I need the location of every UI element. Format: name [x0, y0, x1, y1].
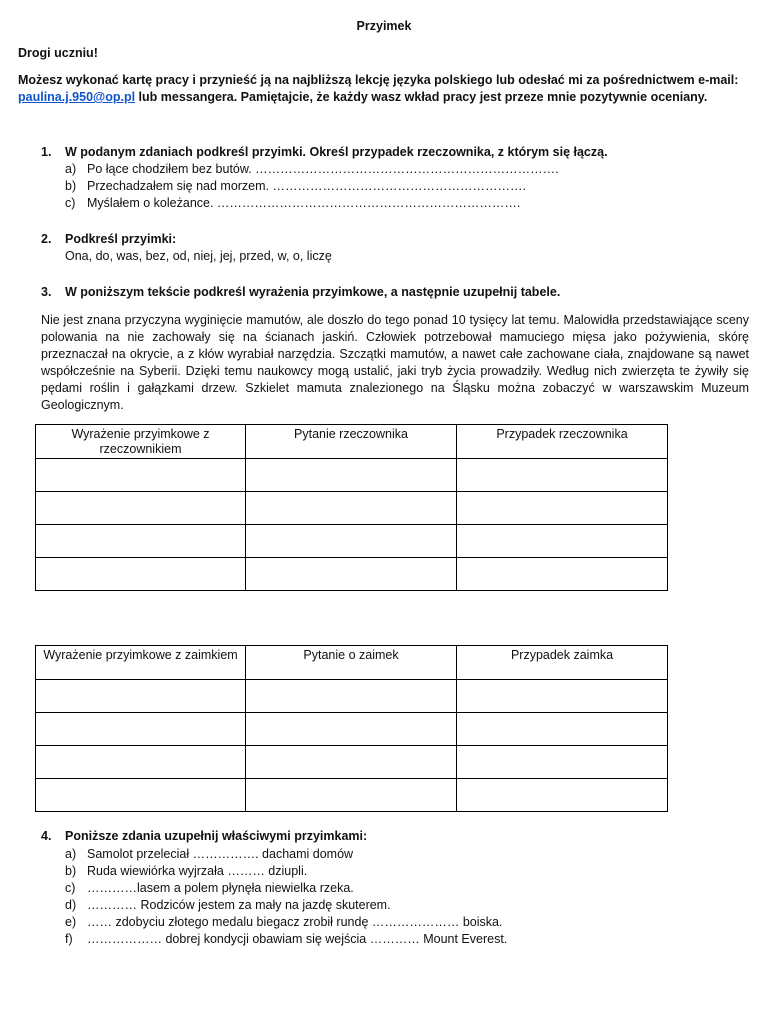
table-row — [36, 492, 668, 525]
table-cell[interactable] — [246, 558, 457, 591]
table-cell[interactable] — [36, 525, 246, 558]
table-cell[interactable] — [457, 680, 668, 713]
task4-item-f — [65, 931, 507, 948]
table2-header-question: Pytanie o zaimek — [246, 646, 457, 680]
table-cell[interactable] — [36, 558, 246, 591]
task1-number: 1. — [41, 145, 52, 159]
task4-item-c-label: c) — [65, 881, 76, 895]
task1-item-c-label: c) — [65, 196, 76, 210]
table-cell[interactable] — [36, 680, 246, 713]
table1-header-phrase: Wyrażenie przyimkowe z rzeczownikiem — [36, 425, 246, 459]
task4-item-e-text: …… zdobyciu złotego medalu biegacz zrobił rundę ………………… boiska. — [87, 915, 503, 929]
table-cell[interactable] — [246, 525, 457, 558]
task1-title: W podanym zdaniach podkreśl przyimki. Określ przypadek rzeczownika, z którym się łączą. — [65, 145, 608, 159]
table-cell[interactable] — [457, 459, 668, 492]
table-cell[interactable] — [457, 779, 668, 812]
task4-item-a — [65, 846, 353, 863]
table-row — [36, 713, 668, 746]
table2-header-case: Przypadek zaimka — [457, 646, 668, 680]
task4-item-d — [65, 897, 391, 914]
task4-item-c — [65, 880, 354, 897]
task1-item-b — [65, 178, 526, 195]
task4-item-b-label: b) — [65, 864, 77, 878]
task4-item-f-text: ……………… dobrej kondycji obawiam się wejścia ………… Mount Everest. — [87, 932, 508, 946]
table-row — [36, 779, 668, 812]
table1-header-row — [36, 425, 668, 459]
task4-item-b-text: Ruda wiewiórka wyjrzała ……… dziupli. — [87, 864, 308, 878]
table-cell[interactable] — [246, 746, 457, 779]
table-cell[interactable] — [246, 713, 457, 746]
task4-item-d-label: d) — [65, 898, 77, 912]
table-cell[interactable] — [246, 459, 457, 492]
table-cell[interactable] — [246, 492, 457, 525]
task2-title: Podkreśl przyimki: — [65, 232, 177, 246]
table-cell[interactable] — [36, 746, 246, 779]
task4-item-a-text: Samolot przeleciał ……………. dachami domów — [87, 847, 354, 861]
task2-word-list: Ona, do, was, bez, od, niej, jej, przed, w, o, liczę — [65, 249, 332, 263]
table2-header-row — [36, 646, 668, 680]
task4-item-f-label: f) — [65, 932, 73, 946]
table-row — [36, 558, 668, 591]
task1-item-b-text: Przechadzałem się nad morzem. ……………………………………………………. — [87, 179, 526, 193]
task4-item-b — [65, 863, 307, 880]
task4-item-a-label: a) — [65, 847, 77, 861]
table-pronoun-phrases — [35, 645, 668, 812]
table-cell[interactable] — [246, 779, 457, 812]
table1-header-case: Przypadek rzeczownika — [457, 425, 668, 459]
task1-item-a-label: a) — [65, 162, 77, 176]
table-cell[interactable] — [36, 779, 246, 812]
intro-text-before: Możesz wykonać kartę pracy i przynieść ją na najbliższą lekcję języka polskiego lub odesłać mi za pośrednictwem e-mail: — [18, 73, 739, 87]
intro-text-after: lub messangera. Pamiętajcie, że każdy wasz wkład pracy jest przeze mnie pozytywnie oceniany. — [135, 90, 708, 104]
task1-item-c — [65, 195, 520, 212]
table-row — [36, 680, 668, 713]
task1-item-b-label: b) — [65, 179, 77, 193]
table-cell[interactable] — [36, 713, 246, 746]
page-title: Przyimek — [356, 19, 412, 33]
table-noun-phrases — [35, 424, 668, 591]
table-row — [36, 525, 668, 558]
table-cell[interactable] — [36, 459, 246, 492]
table-cell[interactable] — [457, 558, 668, 591]
task3-title: W poniższym tekście podkreśl wyrażenia przyimkowe, a następnie uzupełnij tabele. — [65, 285, 561, 299]
table-cell[interactable] — [457, 492, 668, 525]
table-cell[interactable] — [36, 492, 246, 525]
task2-number: 2. — [41, 232, 52, 246]
task3-paragraph: Nie jest znana przyczyna wyginięcie mamutów, ale doszło do tego ponad 10 tysięcy lat temu. Malowidła przedstawiające sceny polowania na nie zachowały się na ścianach jaskiń. Człowiek potrzebował mamuciego mięsa jako pożywienia, skórę przeznaczał na okrycie, a z kłów wyrabiał narzędzia. Szczątki mamutów, a nawet całe zachowane ciała, znajdowane są nawet współcześnie na Syberii. Dzięki temu naukowcy mogą ustalić, jaki tryb życia prowadziły. Według nich zwierzęta te żywiły się pędami roślin i gałązkami drzew. Szkielet mamuta znalezionego na Śląsku można zobaczyć w warszawskim Muzeum Geologicznym. — [41, 313, 749, 412]
task1-item-a-text: Po łące chodziłem bez butów. ………………………………………………………………. — [87, 162, 559, 176]
table-row — [36, 459, 668, 492]
intro-paragraph — [18, 72, 750, 106]
task4-item-c-text: …………lasem a polem płynęła niewielka rzeka. — [87, 881, 354, 895]
table-cell[interactable] — [457, 525, 668, 558]
task4-item-e — [65, 914, 502, 931]
table-cell[interactable] — [457, 746, 668, 779]
table1-header-question: Pytanie rzeczownika — [246, 425, 457, 459]
table-row — [36, 746, 668, 779]
task3-number: 3. — [41, 285, 52, 299]
task4-item-e-label: e) — [65, 915, 77, 929]
email-link[interactable]: paulina.j.950@op.pl — [18, 90, 136, 104]
table-cell[interactable] — [246, 680, 457, 713]
greeting: Drogi uczniu! — [18, 46, 98, 60]
task1-item-c-text: Myślałem o koleżance. ………………………………………………………………. — [87, 196, 521, 210]
task4-title: Poniższe zdania uzupełnij właściwymi przyimkami: — [65, 829, 368, 843]
table2-header-phrase: Wyrażenie przyimkowe z zaimkiem — [36, 646, 246, 680]
task4-number: 4. — [41, 829, 52, 843]
task4-item-d-text: ………… Rodziców jestem za mały na jazdę skuterem. — [87, 898, 391, 912]
task1-item-a — [65, 161, 559, 178]
table-cell[interactable] — [457, 713, 668, 746]
